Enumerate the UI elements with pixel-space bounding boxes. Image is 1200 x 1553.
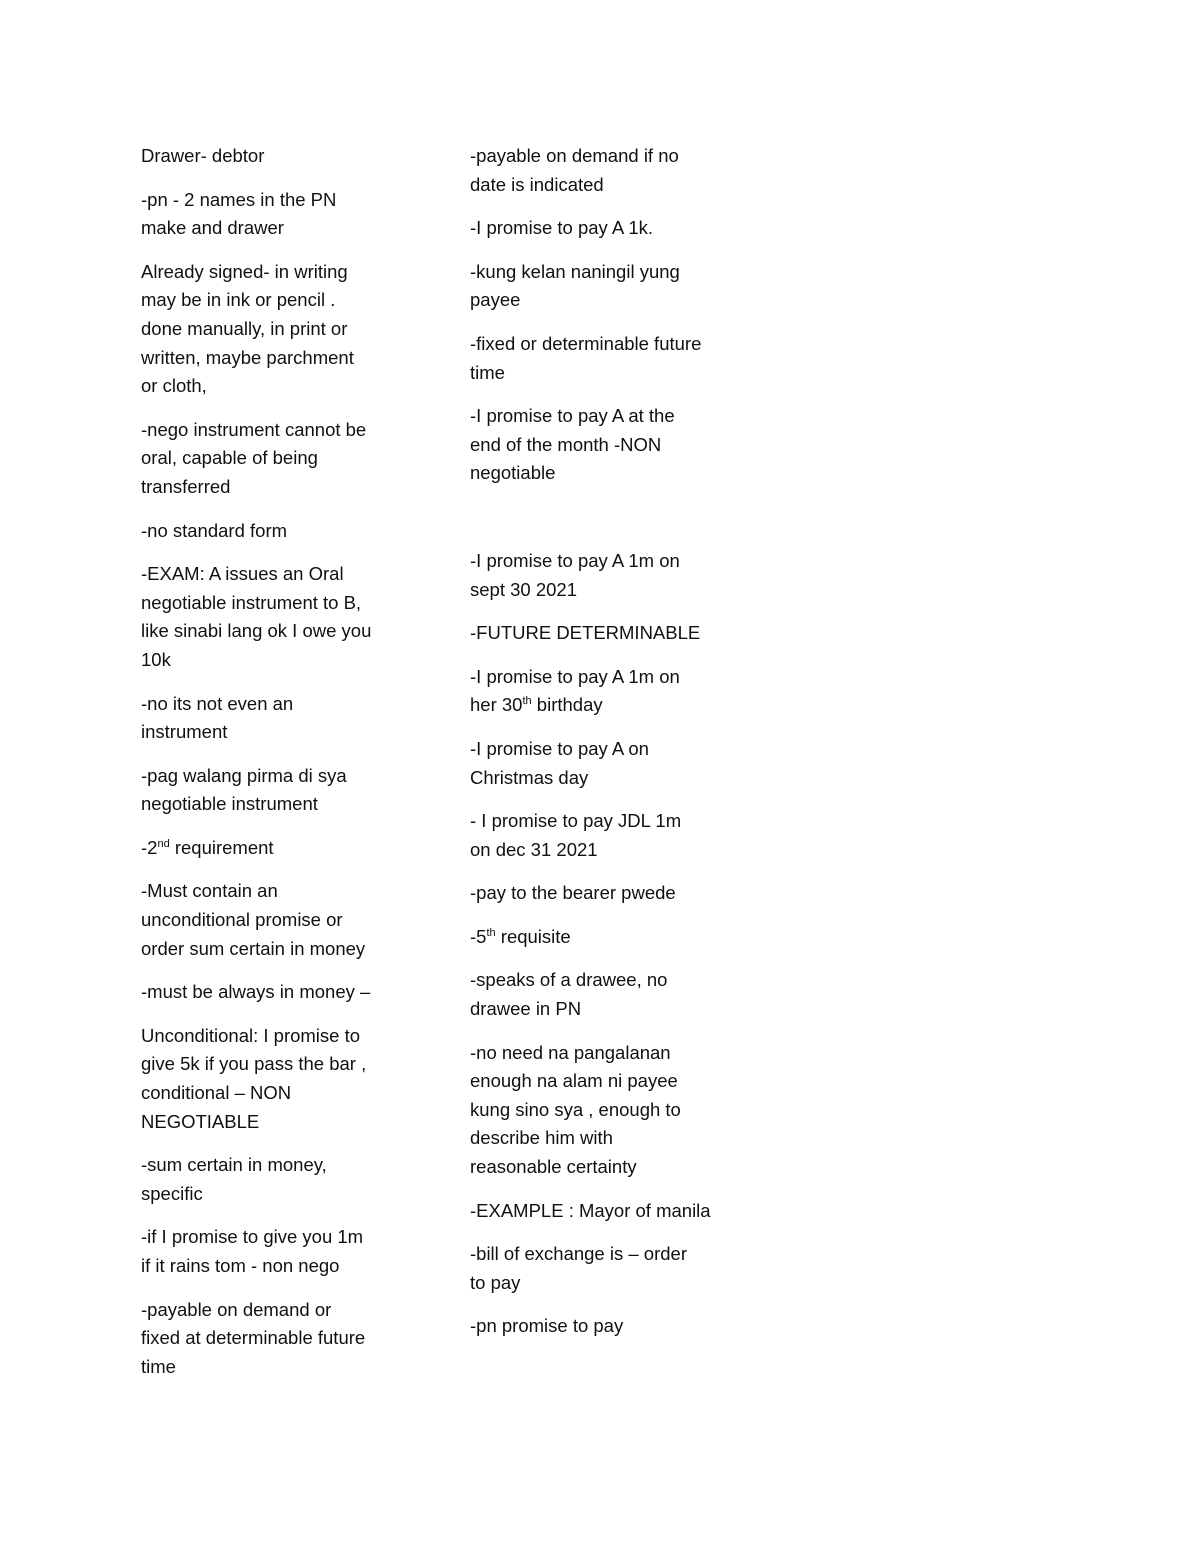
note-paragraph (470, 1312, 742, 1341)
right-column-bottom (470, 547, 742, 1341)
text-line: her 30th birthday (470, 694, 603, 716)
text-line: on dec 31 2021 (470, 838, 598, 860)
note-paragraph (141, 142, 411, 171)
text-line: -payable on demand or (141, 1298, 332, 1320)
text-line: -5th requisite (470, 925, 571, 947)
note-paragraph (470, 547, 742, 604)
text-line: 10k (141, 648, 171, 670)
text-line: fixed at determinable future (141, 1327, 366, 1349)
text-line: may be in ink or pencil . (141, 289, 336, 311)
text-line: conditional – NON (141, 1082, 292, 1104)
text-line: reasonable certainty (470, 1156, 637, 1178)
text-line: -I promise to pay A on (470, 737, 649, 759)
text-line: -payable on demand if no (470, 145, 679, 166)
text-line: end of the month -NON (470, 433, 662, 455)
note-paragraph (141, 978, 411, 1007)
text-line: time (470, 361, 505, 383)
right-column (470, 142, 742, 1356)
note-paragraph (141, 762, 411, 819)
text-line: -I promise to pay A at the (470, 405, 675, 427)
text-line: -no need na pangalanan (470, 1041, 671, 1063)
text-line: -fixed or determinable future (470, 332, 702, 354)
note-paragraph (141, 1223, 411, 1280)
text-line: Drawer- debtor (141, 145, 265, 166)
text-line: unconditional promise or (141, 909, 343, 931)
note-paragraph (470, 923, 742, 952)
text-line: -EXAM: A issues an Oral (141, 563, 344, 585)
text-line: transferred (141, 475, 231, 497)
text-line: make and drawer (141, 217, 284, 239)
note-paragraph (141, 1151, 411, 1208)
text-line: -sum certain in money, (141, 1154, 327, 1176)
text-line: NEGOTIABLE (141, 1110, 260, 1132)
text-line: describe him with (470, 1127, 613, 1149)
text-line: -bill of exchange is – order (470, 1243, 687, 1265)
text-line: -if I promise to give you 1m (141, 1226, 364, 1248)
text-line: specific (141, 1182, 203, 1204)
text-line: to pay (470, 1271, 521, 1293)
text-line: -2nd requirement (141, 836, 274, 858)
text-line: -kung kelan naningil yung (470, 260, 680, 282)
text-line: order sum certain in money (141, 937, 366, 959)
text-line: -I promise to pay A 1m on (470, 549, 680, 571)
text-line: -pag walang pirma di sya (141, 764, 347, 786)
note-paragraph (470, 879, 742, 908)
note-paragraph (470, 330, 742, 387)
text-line: give 5k if you pass the bar , (141, 1053, 367, 1075)
text-line: -I promise to pay A 1m on (470, 665, 680, 687)
text-line: -no its not even an (141, 692, 294, 714)
ordinal-superscript: th (486, 926, 496, 939)
text-line: -speaks of a drawee, no (470, 969, 668, 991)
note-paragraph (470, 1197, 742, 1226)
note-paragraph (141, 258, 411, 401)
text-line: written, maybe parchment (141, 346, 354, 368)
note-paragraph (141, 517, 411, 546)
text-line: oral, capable of being (141, 447, 318, 469)
text-line: -nego instrument cannot be (141, 418, 367, 440)
note-paragraph (470, 619, 742, 648)
note-paragraph (470, 735, 742, 792)
text-line: done manually, in print or (141, 317, 348, 339)
note-paragraph (141, 877, 411, 963)
note-paragraph (141, 834, 411, 863)
note-paragraph (141, 186, 411, 243)
text-line: if it rains tom - non nego (141, 1255, 340, 1276)
text-line: -Must contain an (141, 880, 278, 902)
note-paragraph (470, 142, 742, 199)
note-paragraph (470, 402, 742, 488)
text-line: -no standard form (141, 519, 288, 541)
ordinal-superscript: nd (157, 837, 170, 850)
text-line: -I promise to pay A 1k. (470, 217, 654, 239)
text-line: like sinabi lang ok I owe you (141, 620, 372, 642)
text-line: instrument (141, 721, 228, 743)
note-paragraph (470, 966, 742, 1023)
text-line: or cloth, (141, 375, 207, 397)
text-line: - I promise to pay JDL 1m (470, 810, 682, 832)
text-line: enough na alam ni payee (470, 1070, 678, 1092)
note-paragraph (141, 690, 411, 747)
text-line: negotiable instrument (141, 793, 318, 815)
note-paragraph (470, 1240, 742, 1297)
text-line: kung sino sya , enough to (470, 1098, 681, 1120)
text-line: -pay to the bearer pwede (470, 882, 676, 904)
left-column (141, 142, 411, 1396)
text-line: negotiable (470, 462, 556, 484)
right-column-top (470, 142, 742, 488)
text-line: -pn - 2 names in the PN (141, 188, 337, 210)
text-line: drawee in PN (470, 998, 582, 1020)
text-line: -FUTURE DETERMINABLE (470, 622, 701, 644)
note-paragraph (141, 416, 411, 502)
paragraph-gap (470, 503, 742, 547)
note-paragraph (470, 1039, 742, 1182)
ordinal-superscript: th (522, 695, 532, 708)
text-line: -must be always in money – (141, 981, 371, 1003)
text-line: date is indicated (470, 173, 604, 195)
note-paragraph (141, 1022, 411, 1136)
note-paragraph (470, 807, 742, 864)
text-line: time (141, 1355, 176, 1377)
text-line: Christmas day (470, 766, 589, 788)
text-line: -pn promise to pay (470, 1315, 624, 1337)
text-line: Already signed- in writing (141, 260, 348, 282)
text-line: -EXAMPLE : Mayor of manila (470, 1199, 711, 1221)
text-line: negotiable instrument to B, (141, 591, 362, 613)
note-paragraph (141, 1296, 411, 1382)
note-paragraph (470, 214, 742, 243)
text-line: sept 30 2021 (470, 578, 577, 600)
note-paragraph (470, 663, 742, 720)
note-paragraph (141, 560, 411, 674)
text-line: Unconditional: I promise to (141, 1024, 361, 1046)
note-paragraph (470, 258, 742, 315)
text-line: payee (470, 289, 521, 311)
